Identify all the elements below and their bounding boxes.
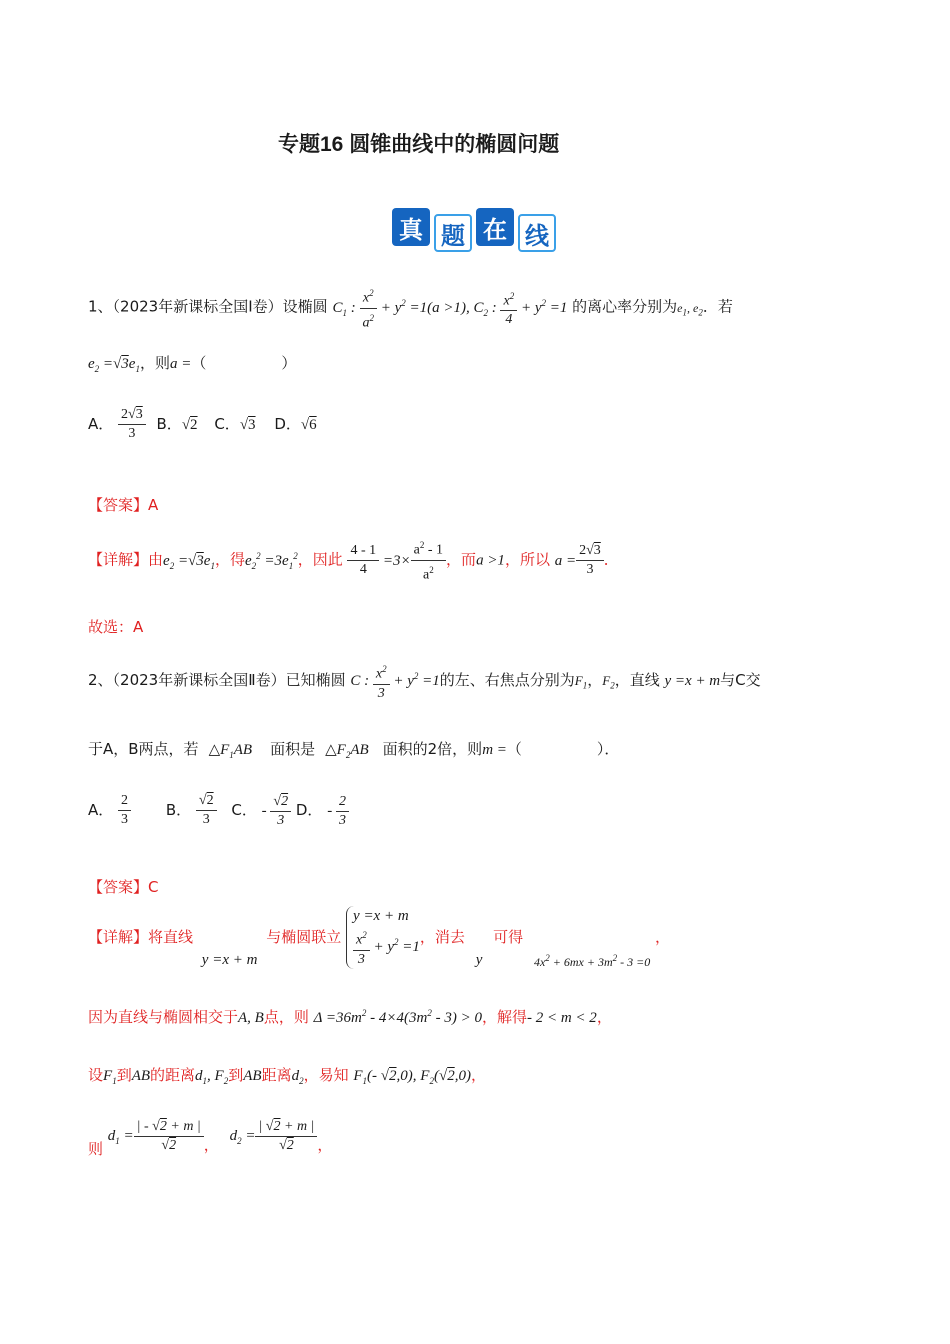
q2-detail-a: 【详解】将直线	[88, 927, 194, 946]
q2-detail-b: 与椭圆联立	[266, 927, 342, 946]
q2-t2: ，直线	[614, 670, 660, 689]
q2-opt-a-value: $\frac{2}{3}$	[118, 792, 131, 829]
q1-opt-a-value: $\frac{2√3}{3}$	[118, 406, 146, 443]
q2-number: 2、	[88, 670, 113, 689]
q2-l2b: 面积是	[270, 740, 316, 758]
q2-paren: （ ）．	[506, 740, 620, 758]
q2-opt-c-label: C．	[231, 801, 257, 819]
q2-line1: 2、（2023年新课标全国Ⅱ卷）已知椭圆 C : $\frac{x^2}{3}$ + $y^2 =1$的左、右焦点分别为$F_1$，$F_2$，直线 y =x + m与C交	[88, 660, 761, 703]
q2-source: （2023年新课标全国Ⅱ卷）已知椭圆	[112, 670, 346, 689]
q2-detail	[88, 906, 670, 969]
q1-detail-so: ，因此	[297, 550, 343, 569]
q2-l7-foci: $F_1(-$ √2,0), $F_2(√2,0)$	[353, 1068, 471, 1086]
q2-detail-quad: 4x2 + 6mx + 3m2 - 3 =0	[533, 952, 651, 969]
q2-ab: A, B	[238, 1010, 264, 1026]
q1-options	[88, 406, 317, 443]
q1-number: 1、	[88, 297, 113, 316]
q2-opt-a-label: A．	[88, 801, 114, 819]
q1-detail-eq1: $e_2 =√3e_1$	[163, 552, 215, 571]
q2-l7b: 到	[116, 1066, 132, 1084]
q2-l8b: ，	[203, 1135, 219, 1154]
q2-detail-comma: ，	[655, 927, 671, 946]
q1-text-end: ．若	[702, 297, 733, 316]
q1-detail-label: 【详解】由	[88, 550, 164, 569]
q1-ellipse-c1: $C_1$ : $\frac{x^2}{a^2}$ + $y^2 =1(a >1)$, $C_2$ : $\frac{x^2}{4}$ + $y^2 =1$	[332, 300, 567, 316]
q2-l8c: ，	[317, 1135, 333, 1154]
q2-tri1: $\triangle F_1AB$	[208, 742, 253, 760]
q1-opt-d-value: √6	[300, 417, 317, 433]
q2-l7-f1: $F_1$	[103, 1068, 117, 1086]
q1-text-mid: 的离心率分别为	[572, 297, 678, 316]
badge-char-1: 真	[392, 208, 430, 246]
q1-source: （2023年新课标全国Ⅰ卷）设椭圆	[112, 297, 328, 316]
q2-l6a: 因为直线与椭圆相交于	[88, 1008, 239, 1026]
q1-choose: 故选：A	[88, 618, 144, 636]
q2-opt-d-label: D．	[295, 801, 323, 819]
q1-e1e2: $e_1$, $e_2$	[677, 300, 703, 317]
q2-detail-system: y =x + m $\frac{x^2}{3}$ + $y^2 =1$	[346, 906, 420, 969]
q2-d2-formula: $d_2$ = $\frac{| √2 + m |}{√2}$	[230, 1128, 318, 1144]
q1-detail-cond: a >1	[476, 552, 505, 569]
q2-opt-b-value: $\frac{√2}{3}$	[196, 792, 217, 829]
q1-line1	[88, 284, 733, 332]
q1-opt-c-label: C．	[214, 415, 240, 433]
q1-detail-eq2: $e_2^2 =3e_1^2$	[244, 550, 298, 571]
q1-detail-therefore: ，所以	[504, 550, 550, 569]
q2-options	[88, 792, 349, 830]
q2-detail-c: ，消去	[419, 927, 465, 946]
q2-l6b: 点，则	[263, 1008, 309, 1026]
q1-opt-c-value: √3	[239, 417, 256, 433]
q2-range: - 2 < m < 2	[526, 1010, 597, 1026]
q1-detail-period: ．	[603, 550, 619, 569]
q1-opt-a-label: A．	[88, 415, 114, 433]
q2-opt-b-label: B．	[165, 801, 192, 819]
q1-detail-get: ，得	[214, 550, 245, 569]
q2-l8a: 则	[88, 1139, 104, 1158]
q2-f1: $F_1$	[574, 672, 588, 691]
q2-l7d: 到	[228, 1066, 244, 1084]
q2-m-eq: m =	[482, 742, 507, 758]
badge-char-3: 在	[476, 208, 514, 246]
q1-opt-b-value: √2	[181, 417, 198, 433]
q2-l7-ab2: AB	[243, 1068, 262, 1084]
q2-d1-formula: $d_1$ = $\frac{| - √2 + m |}{√2}$	[108, 1128, 204, 1144]
q2-line8	[88, 1118, 333, 1158]
q1-condition: $e_2 =√3e_1$	[88, 356, 140, 374]
q2-opt-c-value: - $\frac{√2}{3}$	[262, 803, 291, 819]
q2-detail-line: y =x + m	[201, 951, 258, 968]
page-title: 专题16 圆锥曲线中的椭圆问题	[278, 133, 560, 156]
q1-paren: （ ）	[191, 354, 297, 372]
q2-l7f: ，易知	[303, 1066, 349, 1084]
q2-l2a: 于A，B两点，若	[88, 740, 199, 758]
q2-t1: 的左、右焦点分别为	[439, 670, 575, 689]
q2-tri2: $\triangle F_2AB$	[325, 742, 369, 760]
q1-then: ，则	[139, 354, 170, 372]
q2-l7e: 距离	[261, 1066, 292, 1084]
q1-opt-d-label: D．	[274, 415, 301, 433]
q1-opt-b-label: B．	[156, 415, 182, 433]
zhen-ti-zai-xian-badge	[392, 206, 558, 252]
q1-detail	[88, 536, 619, 584]
q2-ellipse-c: C : $\frac{x^2}{3}$ + $y^2 =1$	[350, 673, 439, 689]
q2-line-eq: y =x + m	[664, 672, 721, 689]
q1-answer: 【答案】A	[88, 496, 159, 514]
q1-detail-result: a = $\frac{2√3}{3}$	[555, 551, 604, 569]
q2-detail-d: 可得	[493, 927, 524, 946]
q2-l6c: ，解得	[481, 1008, 527, 1026]
q2-line6	[88, 1006, 612, 1027]
badge-char-4: 线	[518, 214, 556, 252]
q2-l7g: ，	[470, 1066, 486, 1084]
q2-l7-d1f2: $d_1$, $F_2$	[195, 1068, 229, 1086]
q2-t3: 与C交	[720, 670, 761, 689]
q2-l7-d2: $d_2$	[291, 1068, 304, 1086]
q2-l6d: ，	[596, 1008, 612, 1026]
q2-l7a: 设	[88, 1066, 104, 1084]
q2-l7-ab1: AB	[131, 1068, 151, 1084]
q1-a-eq: a =	[169, 356, 192, 372]
q2-opt-d-value: - $\frac{2}{3}$	[327, 803, 349, 819]
q2-delta: $\Delta =36m^2 - 4\times 4(3m^2 - 3) > 0$	[313, 1008, 482, 1026]
q2-detail-y: y	[475, 951, 483, 968]
q1-line2	[88, 352, 296, 374]
q2-l7c: 的距离	[150, 1066, 196, 1084]
badge-char-2: 题	[434, 214, 472, 252]
q1-detail-and: ，而	[446, 550, 477, 569]
q2-line2	[88, 738, 619, 760]
q2-f2: $F_2$	[602, 672, 615, 691]
q2-answer: 【答案】C	[88, 878, 159, 896]
q1-detail-eq3: $\frac{4 - 1}{4}$ =3× $\frac{a^2 - 1}{a^2}$	[347, 551, 446, 569]
q2-line7	[88, 1064, 486, 1086]
q2-l2c: 面积的2倍，则	[382, 740, 483, 758]
